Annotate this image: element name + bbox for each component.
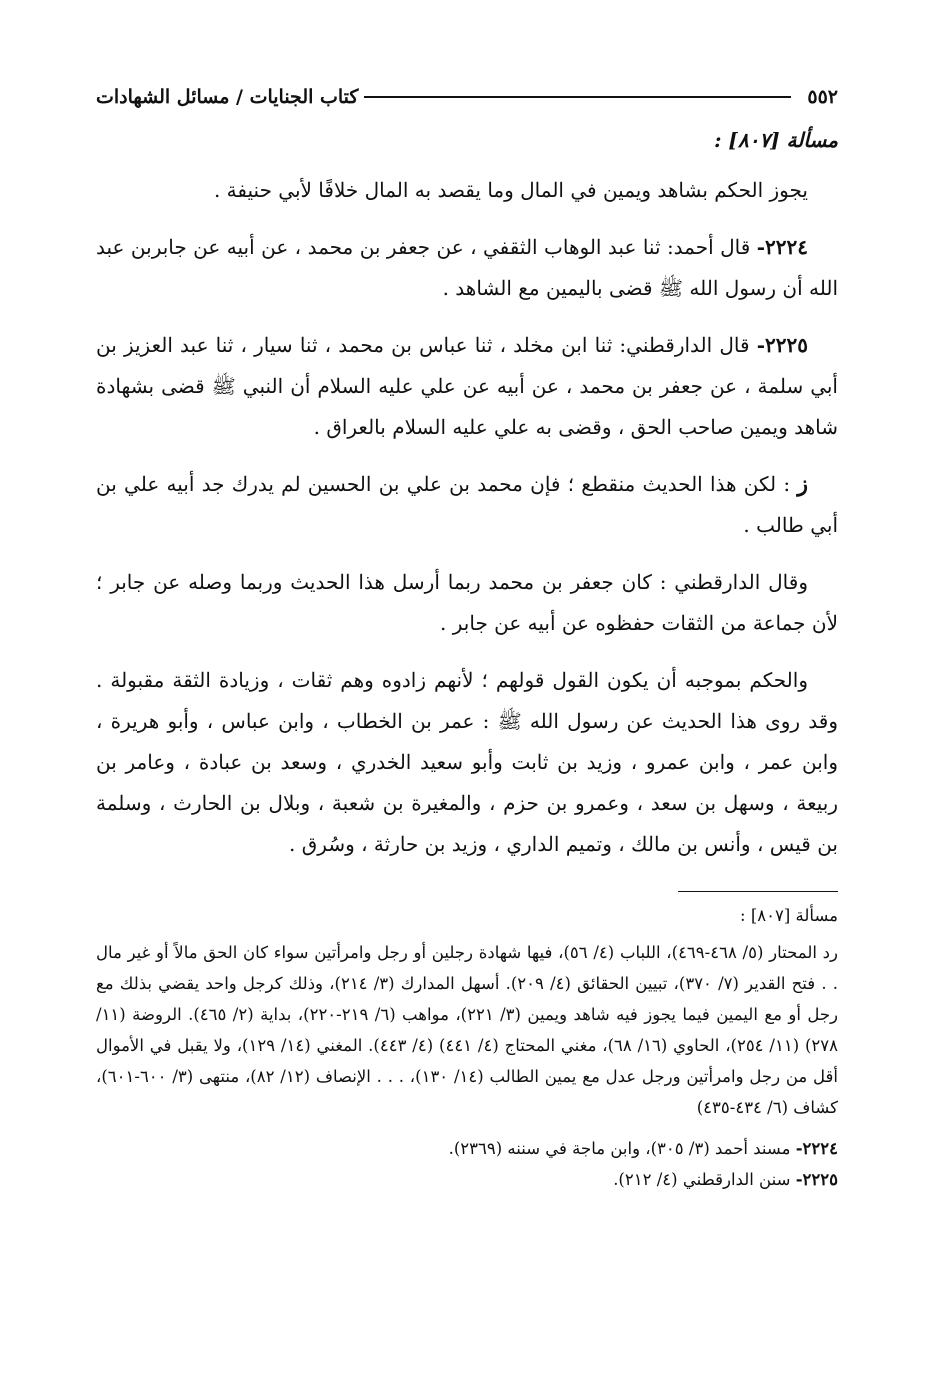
book-page: [96, 80, 838, 1195]
header-title: كتاب الجنايات / مسائل الشهادات: [96, 86, 359, 108]
paragraph-ruling: يجوز الحكم بشاهد ويمين في المال وما يقصد به المال خلافًا لأبي حنيفة .: [213, 178, 808, 202]
paragraph-commentary: [96, 464, 838, 546]
paragraph-ruling-narrators: والحكم بموجبه أن يكون القول قولهم ؛ لأنهم زادوه وهم ثقات ، وزيادة الثقة مقبولة . وقد روى هذا الحديث عن رسول الله ﷺ : عمر بن الخطاب ، وابن عباس ، وأبو هريرة ، وابن عمر ، وابن عمرو ، وزيد بن ثابت وأبو سعيد الخدري ، وسعد بن عبادة ، وعامر بن ربيعة ، وسهل بن سعد ، وعمرو بن حزم ، والمغيرة بن شعبة ، وبلال بن الحارث ، وسلمة بن قيس ، وأنس بن مالك ، وتميم الداري ، وزيد بن حارثة ، وسُرق .: [96, 668, 838, 856]
commentary-text: : لكن هذا الحديث منقطع ؛ فإن محمد بن علي بن الحسين لم يدرك جد أبيه علي بن أبي طالب .: [96, 472, 838, 537]
footnote-ref-2225: [96, 1164, 838, 1195]
masala-title: مسألة [٨٠٧] :: [714, 128, 838, 152]
commentary-mark: ز: [797, 471, 809, 497]
footnote-rule: [678, 891, 838, 892]
hadith-number: ٢٢٢٥-: [756, 333, 809, 357]
footnote-text: مسند أحمد (٣/ ٣٠٥)، وابن ماجة في سننه (٢٣٦٩).: [448, 1139, 791, 1158]
footnote-heading: مسألة [٨٠٧] :: [740, 906, 838, 925]
paragraph-daraqutni: وقال الدارقطني : كان جعفر بن محمد ربما أرسل هذا الحديث وربما وصله عن جابر ؛ لأن جماعة من الثقات حفظوه عن أبيه عن جابر .: [96, 570, 838, 635]
footnote-sources: رد المحتار (٥/ ٤٦٨-٤٦٩)، اللباب (٤/ ٥٦)، فيها شهادة رجلين أو رجل وامرأتين سواء كان الحق مالاً أو غير مال . . فتح القدير (٧/ ٣٧٠)، تبيين الحقائق (٤/ ٢٠٩). أسهل المدارك (٣/ ٢١٤)، وذلك كرجل واحد يقضي بذلك مع رجل أو مع اليمين فيما يجوز فيه شاهد ويمين (٣/ ٢٢١)، مواهب (٦/ ٢١٩-٢٢٠)، بداية (٢/ ٤٦٥). الروضة (١١/ ٢٧٨) (١١/ ٢٥٤)، الحاوي (١٦/ ٦٨)، مغني المحتاج (٤/ ٤٤١) (٤/ ٤٤٣). المغني (١٤/ ١٢٩)، ولا يقبل في الأموال أقل من رجل وامرأتين ورجل عدل مع يمين الطالب (١٤/ ١٣٠)، . . . الإنصاف (١٢/ ٨٢)، منتهى (٣/ ٦٠٠-٦٠١)، كشاف (٦/ ٤٣٤-٤٣٥): [96, 943, 839, 1117]
footnote-number: ٢٢٢٥-: [795, 1170, 838, 1189]
paragraph-hadith-2224: [96, 227, 838, 309]
paragraph-hadith-2225: [96, 325, 838, 448]
hadith-text: قال أحمد: ثنا عبد الوهاب الثقفي ، عن جعفر بن محمد ، عن أبيه عن جابربن عبد الله أن رسول الله ﷺ قضى باليمين مع الشاهد .: [96, 235, 838, 300]
header-rule: [364, 96, 791, 98]
page-number: ٥٥٢: [807, 86, 838, 108]
footnote-number: ٢٢٢٤-: [795, 1139, 838, 1158]
hadith-text: قال الدارقطني: ثنا ابن مخلد ، ثنا عباس بن محمد ، ثنا سيار ، ثنا عبد العزيز بن أبي سلمة ، عن جعفر بن محمد ، عن أبيه عن علي عليه السلام أن النبي ﷺ قضى بشهادة شاهد ويمين صاحب الحق ، وقضى به علي عليه السلام بالعراق .: [96, 333, 838, 439]
footnote-text: سنن الدارقطني (٤/ ٢١٢).: [613, 1170, 791, 1189]
footnote-ref-2224: [96, 1133, 838, 1164]
hadith-number: ٢٢٢٤-: [756, 235, 809, 259]
running-header: [96, 80, 838, 114]
